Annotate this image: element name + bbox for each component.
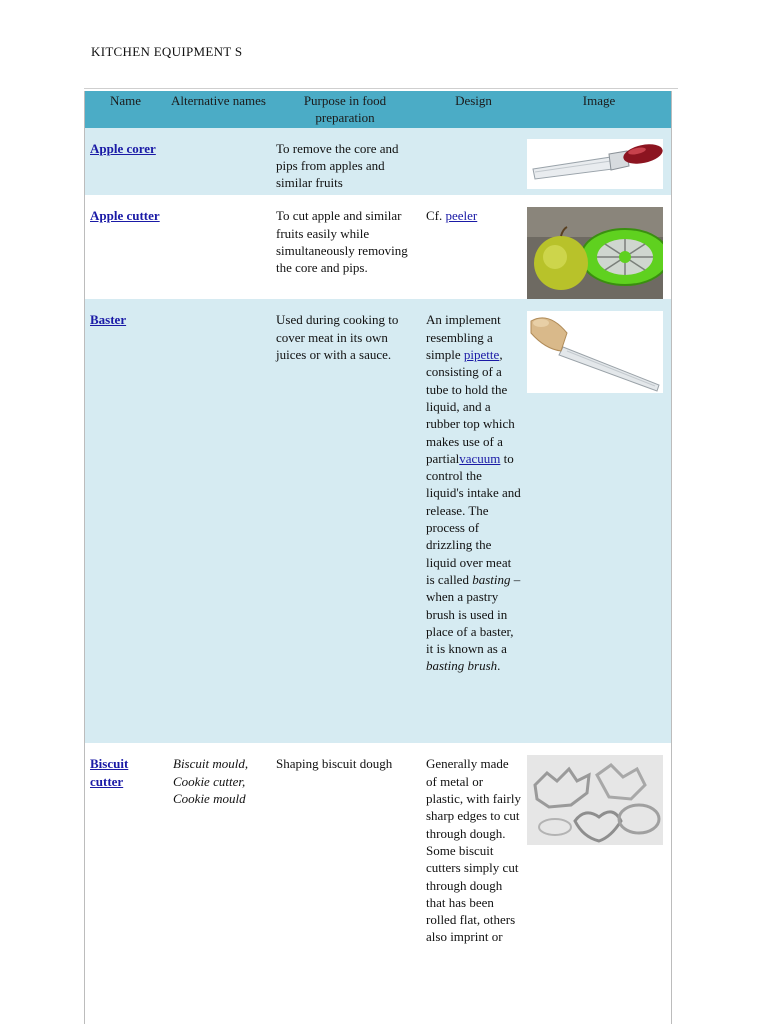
table-row (84, 195, 671, 299)
table-row (84, 128, 671, 196)
cell-alt: Biscuit mould, Cookie cutter, Cookie mould (167, 743, 270, 1003)
table-row (84, 299, 671, 743)
table-row (84, 743, 671, 1003)
cell-design: Generally made of metal or plastic, with fairly sharp edges to cut through dough. Some biscuit cutters simply cut through dough that has been rolled flat, others also imprint or (420, 743, 527, 1003)
cell-design (420, 299, 527, 743)
design-text: An implement resembling a simple (426, 312, 501, 363)
apple-cutter-photo-icon (527, 207, 663, 299)
header-purpose: Purpose in food preparation (270, 91, 420, 128)
design-text: , consisting of a tube to hold the liquid, and a rubber top which makes use of a partial (426, 347, 515, 466)
cell-purpose: Used during cooking to cover meat in its own juices or with a sauce. (270, 299, 420, 743)
cell-purpose: Shaping biscuit dough (270, 743, 420, 1003)
cell-name (84, 128, 167, 196)
cell-design (420, 128, 527, 196)
document-title: KITCHEN EQUIPMENT S (91, 44, 243, 59)
header-rule (84, 88, 678, 89)
cell-image (527, 195, 671, 299)
pipette-link[interactable]: pipette (463, 347, 500, 363)
cell-name (84, 195, 167, 299)
cell-design (420, 195, 527, 299)
baster-photo-icon (527, 311, 663, 393)
cell-alt (167, 195, 270, 299)
biscuit-cutter-link[interactable]: Biscuit cutter (90, 756, 129, 789)
cell-purpose: To remove the core and pips from apples and similar fruits (270, 128, 420, 196)
table-header-row (84, 91, 671, 128)
peeler-link[interactable]: peeler (445, 208, 478, 224)
header-alternative-names: Alternative names (167, 91, 270, 128)
cell-image (527, 743, 671, 1003)
baster-link[interactable]: Baster (90, 312, 127, 328)
table-right-border (671, 91, 672, 1024)
vacuum-link[interactable]: vacuum (459, 450, 501, 466)
cell-image (527, 299, 671, 743)
cell-alt (167, 299, 270, 743)
design-text: . (497, 658, 501, 674)
cell-name (84, 299, 167, 743)
header-name: Name (84, 91, 167, 128)
design-text: Cf. (426, 208, 446, 224)
apple-cutter-link[interactable]: Apple cutter (90, 208, 160, 224)
cell-alt (167, 128, 270, 196)
apple-corer-link[interactable]: Apple corer (90, 140, 156, 156)
header-design: Design (420, 91, 527, 128)
basting-term: basting (472, 571, 511, 587)
cell-name (84, 743, 167, 1003)
cell-image (527, 128, 671, 196)
cell-purpose: To cut apple and similar fruits easily while simultaneously removing the core and pips. (270, 195, 420, 299)
basting-brush-term: basting brush (426, 658, 498, 674)
design-text: to control the liquid's intake and release. The process of drizzling the liquid over meat is called (426, 450, 521, 587)
table-left-border (84, 91, 85, 1024)
design-text: – when a pastry brush is used in place of a baster, it is known as a (426, 571, 521, 657)
apple-corer-photo-icon (527, 139, 663, 189)
biscuit-cutter-photo-icon (527, 755, 663, 845)
header-image: Image (527, 91, 671, 128)
kitchen-equipment-table (84, 91, 671, 1003)
